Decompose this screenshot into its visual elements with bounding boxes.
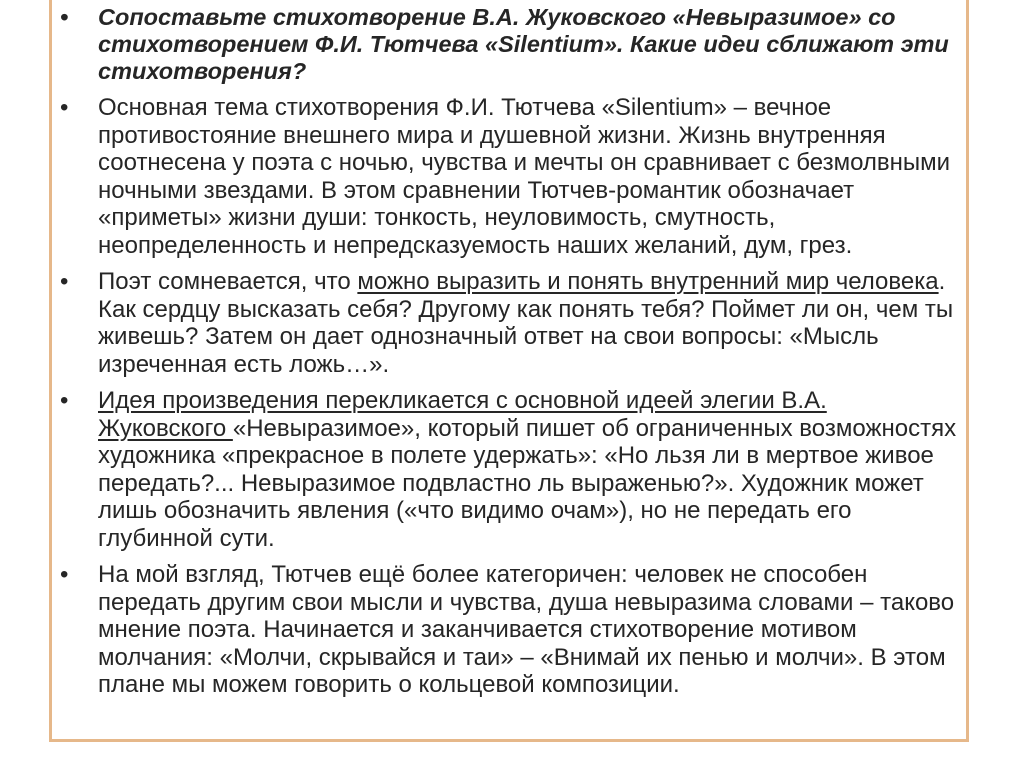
paragraph-doubt xyxy=(60,268,960,378)
paragraph-opinion-text: На мой взгляд, Тютчев ещё более категоричен: человек не способен передать другим свои мысли и чувства, душа невыразима словами – таково мнение поэта. Начинается и заканчивается стихотворение мотивом молчания: «Молчи, скрывайся и таи» – «Внимай их пенью и молчи». В этом плане мы можем говорить о кольцевой композиции. xyxy=(98,561,955,698)
bullet: • xyxy=(60,387,69,414)
paragraph-opinion xyxy=(60,561,960,699)
paragraph-idea-text: «Невыразимое», который пишет об ограниченных возможностях художника «прекрасное в полете удержать»: «Но льзя ли в мертвое живое передать?... Невыразимое подвластно ль выраженью?». Художник может лишь обозначить явления («что видимо очам»), но не передать его глубинной сути. xyxy=(98,414,957,552)
paragraph-theme xyxy=(60,94,960,259)
bullet: • xyxy=(60,268,69,295)
paragraph-doubt-underlined: можно выразить и понять внутренний мир человека xyxy=(357,268,939,295)
paragraph-doubt-text-start: Поэт сомневается, что xyxy=(98,268,358,295)
paragraph-idea xyxy=(60,387,960,552)
paragraph-theme-text: Основная тема стихотворения Ф.И. Тютчева «Silentium» – вечное противостояние внешнего мира и душевной жизни. Жизнь внутренняя соотнесена у поэта с ночью, чувства и мечты он сравнивает с безмолвными ночными звездами. В этом сравнении Тютчев-романтик обозначает «приметы» жизни души: тонкость, неуловимость, смутность, неопределенность и непредсказуемость наших желаний, дум, грез. xyxy=(98,94,951,259)
paragraph-doubt-text-end: . Как сердцу высказать себя? Другому как понять тебя? Поймет ли он, чем ты живешь? Затем он дает однозначный ответ на свои вопросы: «Мысль изреченная есть ложь…». xyxy=(98,268,954,378)
question-text: Сопоставьте стихотворение В.А. Жуковского «Невыразимое» со стихотворением Ф.И. Тютчева «Silentium». Какие идеи сближают эти стихотворения? xyxy=(98,4,949,84)
bullet: • xyxy=(60,94,69,121)
question-item xyxy=(60,4,960,85)
slide-content xyxy=(60,4,960,708)
bullet: • xyxy=(60,561,69,588)
paragraph-idea-underlined: Идея произведения перекликается с основной идеей элегии В.А. Жуковского xyxy=(98,387,827,442)
bullet: • xyxy=(60,4,69,30)
